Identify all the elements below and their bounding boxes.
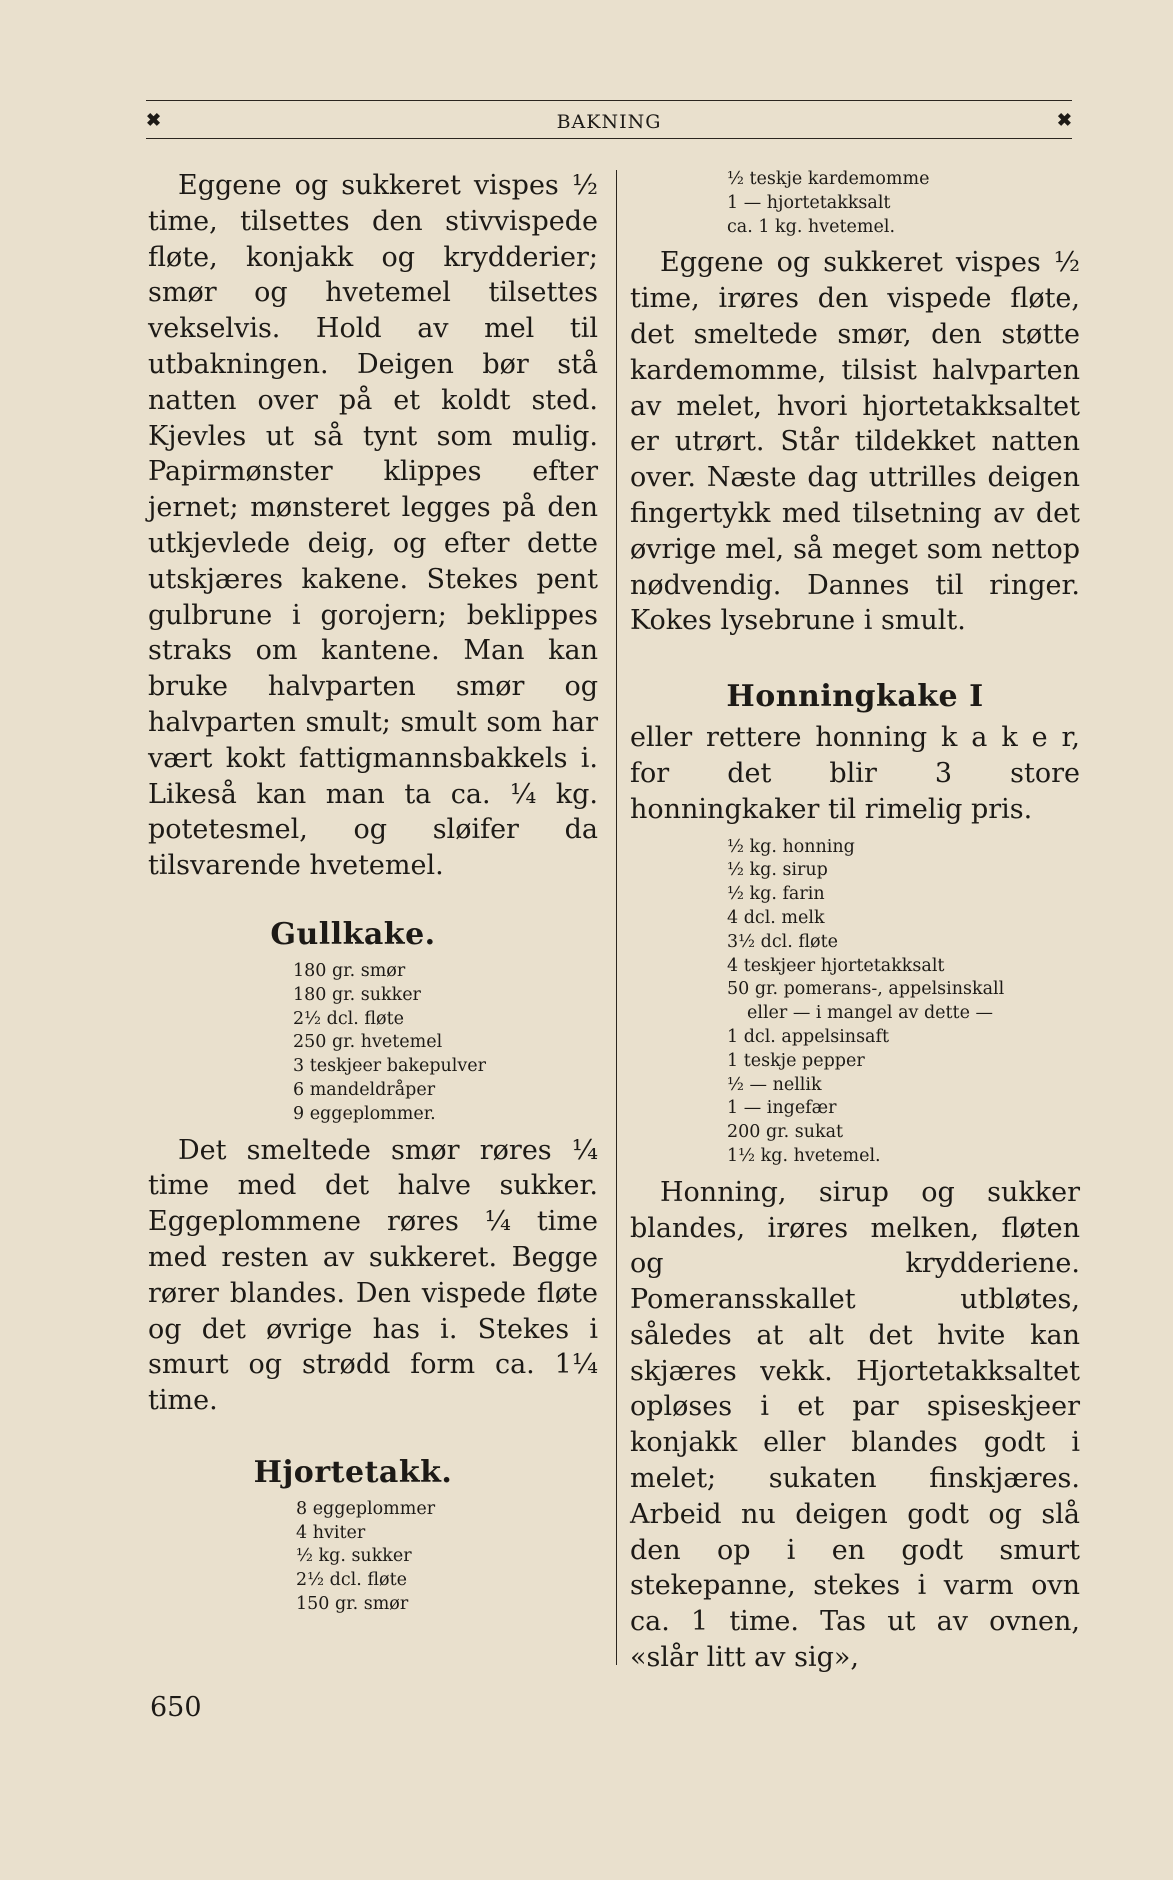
ingredient-item: 180 gr. sukker bbox=[293, 984, 421, 1005]
hjortetakk-ingredients-cont bbox=[727, 168, 1080, 239]
honningkake-intro: eller rettere honning k a k e r, for det blir 3 store honningkaker til rimelig pris. bbox=[630, 722, 1080, 825]
ingredient-item: ½ teskje kardemomme bbox=[727, 169, 930, 189]
ingredient-item: 4 dcl. melk bbox=[727, 907, 825, 928]
ingredient-item: ½ kg. honning bbox=[727, 836, 855, 857]
header-rule-top bbox=[146, 100, 1072, 101]
honningkake-heading: Honningkake I bbox=[726, 679, 984, 715]
ingredient-item: ½ kg. sukker bbox=[296, 1546, 412, 1567]
page-number: 650 bbox=[150, 1692, 202, 1723]
ingredient-item: 9 eggeplommer. bbox=[293, 1103, 436, 1124]
ingredient-item: 1 dcl. appelsinsaft bbox=[727, 1026, 889, 1047]
left-column bbox=[148, 168, 598, 1617]
ingredient-item: 8 eggeplommer bbox=[296, 1498, 436, 1519]
header-ornament-right: ✖ bbox=[1056, 110, 1072, 131]
ingredient-item: 50 gr. pomerans-, appelsinskall bbox=[727, 979, 1005, 1000]
hjortetakk-ingredients bbox=[296, 1498, 598, 1617]
ingredient-item: 1 teskje pepper bbox=[727, 1050, 865, 1071]
right-column bbox=[630, 168, 1080, 1676]
hjortetakk-instructions: Eggene og sukkeret vispes ½ time, irøres den vispede fløte, det smeltede smør, den støtte kardemomme, tilsist halvparten av melet, hvori hjortetakksaltet er utrørt. Står tildekket natten over. Næste dag uttrilles deigen fingertykk med tilsetning av det øvrige mel, så meget som nettop nødvendig. Dannes til ringer. Kokes lysebrune i smult. bbox=[630, 247, 1080, 637]
ingredient-item: ½ kg. sirup bbox=[727, 860, 828, 881]
ingredient-item: 6 mandeldråper bbox=[293, 1079, 436, 1100]
ingredient-item: 200 gr. sukat bbox=[727, 1122, 844, 1143]
hjortetakk-heading: Hjortetakk. bbox=[253, 1454, 453, 1490]
ingredient-item: 2½ dcl. fløte bbox=[296, 1570, 407, 1591]
ingredient-item: 3 teskjeer bakepulver bbox=[293, 1056, 487, 1077]
ingredient-item: ½ kg. farin bbox=[727, 884, 825, 905]
ingredient-item: 250 gr. hvetemel bbox=[293, 1032, 443, 1053]
gullkake-instructions: Det smeltede smør røres ¼ time med det halve sukker. Eggeplommene røres ¼ time med resten av sukkeret. Begge rører blandes. Den vispede fløte og det øvrige has i. Stekes i smurt og strødd form ca. 1¼ time. bbox=[148, 1134, 598, 1417]
ingredient-item: 4 hviter bbox=[296, 1522, 366, 1543]
header-rule-bottom bbox=[146, 138, 1072, 139]
header-title: BAKNING bbox=[556, 111, 662, 133]
gullkake-ingredients bbox=[293, 960, 598, 1127]
column-divider bbox=[616, 170, 617, 1665]
ingredient-item: eller — i mangel av dette — bbox=[747, 1003, 993, 1024]
gullkake-heading: Gullkake. bbox=[270, 916, 436, 952]
intro-paragraph: Eggene og sukkeret vispes ½ time, tilsettes den stivvispede fløte, konjakk og krydderier; smør og hvetemel tilsettes vekselvis. Hold av mel til utbakningen. Deigen bør stå natten over på et koldt sted. Kjevles ut så tynt som mulig. Papirmønster klippes efter jernet; mønsteret legges på den utkjevlede deig, og efter dette utskjæres kakene. Stekes pent gulbrune i gorojern; beklippes straks om kantene. Man kan bruke halvparten smør og halvparten smult; smult som har vært kokt fattigmannsbakkels i. Likeså kan man ta ca. ¼ kg. potetesmel, og sløifer da tilsvarende hvetemel. bbox=[148, 170, 598, 882]
ingredient-item: 150 gr. smør bbox=[296, 1594, 409, 1615]
ingredient-item: ca. 1 kg. hvetemel. bbox=[727, 216, 896, 237]
header-ornament-left: ✖ bbox=[146, 110, 162, 131]
honningkake-instructions: Honning, sirup og sukker blandes, irøres melken, fløten og krydderiene. Pomeransskallet utbløtes, således at alt det hvite kan skjæres vekk. Hjortetakksaltet opløses i et par spiseskjeer konjakk eller blandes godt i melet; sukaten finskjæres. Arbeid nu deigen godt og slå den op i en godt smurt stekepanne, stekes i varm ovn ca. 1 time. Tas ut av ovnen, «slår litt av sig», bbox=[630, 1176, 1080, 1674]
honningkake-ingredients bbox=[727, 836, 1080, 1169]
ingredient-item: 1 — ingefær bbox=[727, 1098, 837, 1119]
ingredient-item: 1½ kg. hvetemel. bbox=[727, 1145, 881, 1166]
ingredient-item: ½ — nellik bbox=[727, 1074, 822, 1095]
running-header bbox=[146, 100, 1072, 140]
ingredient-item: 3½ dcl. fløte bbox=[727, 931, 838, 952]
ingredient-item: 2½ dcl. fløte bbox=[293, 1008, 404, 1029]
ingredient-item: 180 gr. smør bbox=[293, 960, 406, 981]
ingredient-item: 4 teskjeer hjortetakksalt bbox=[727, 955, 945, 976]
ingredient-item: 1 — hjortetakksalt bbox=[727, 192, 891, 213]
